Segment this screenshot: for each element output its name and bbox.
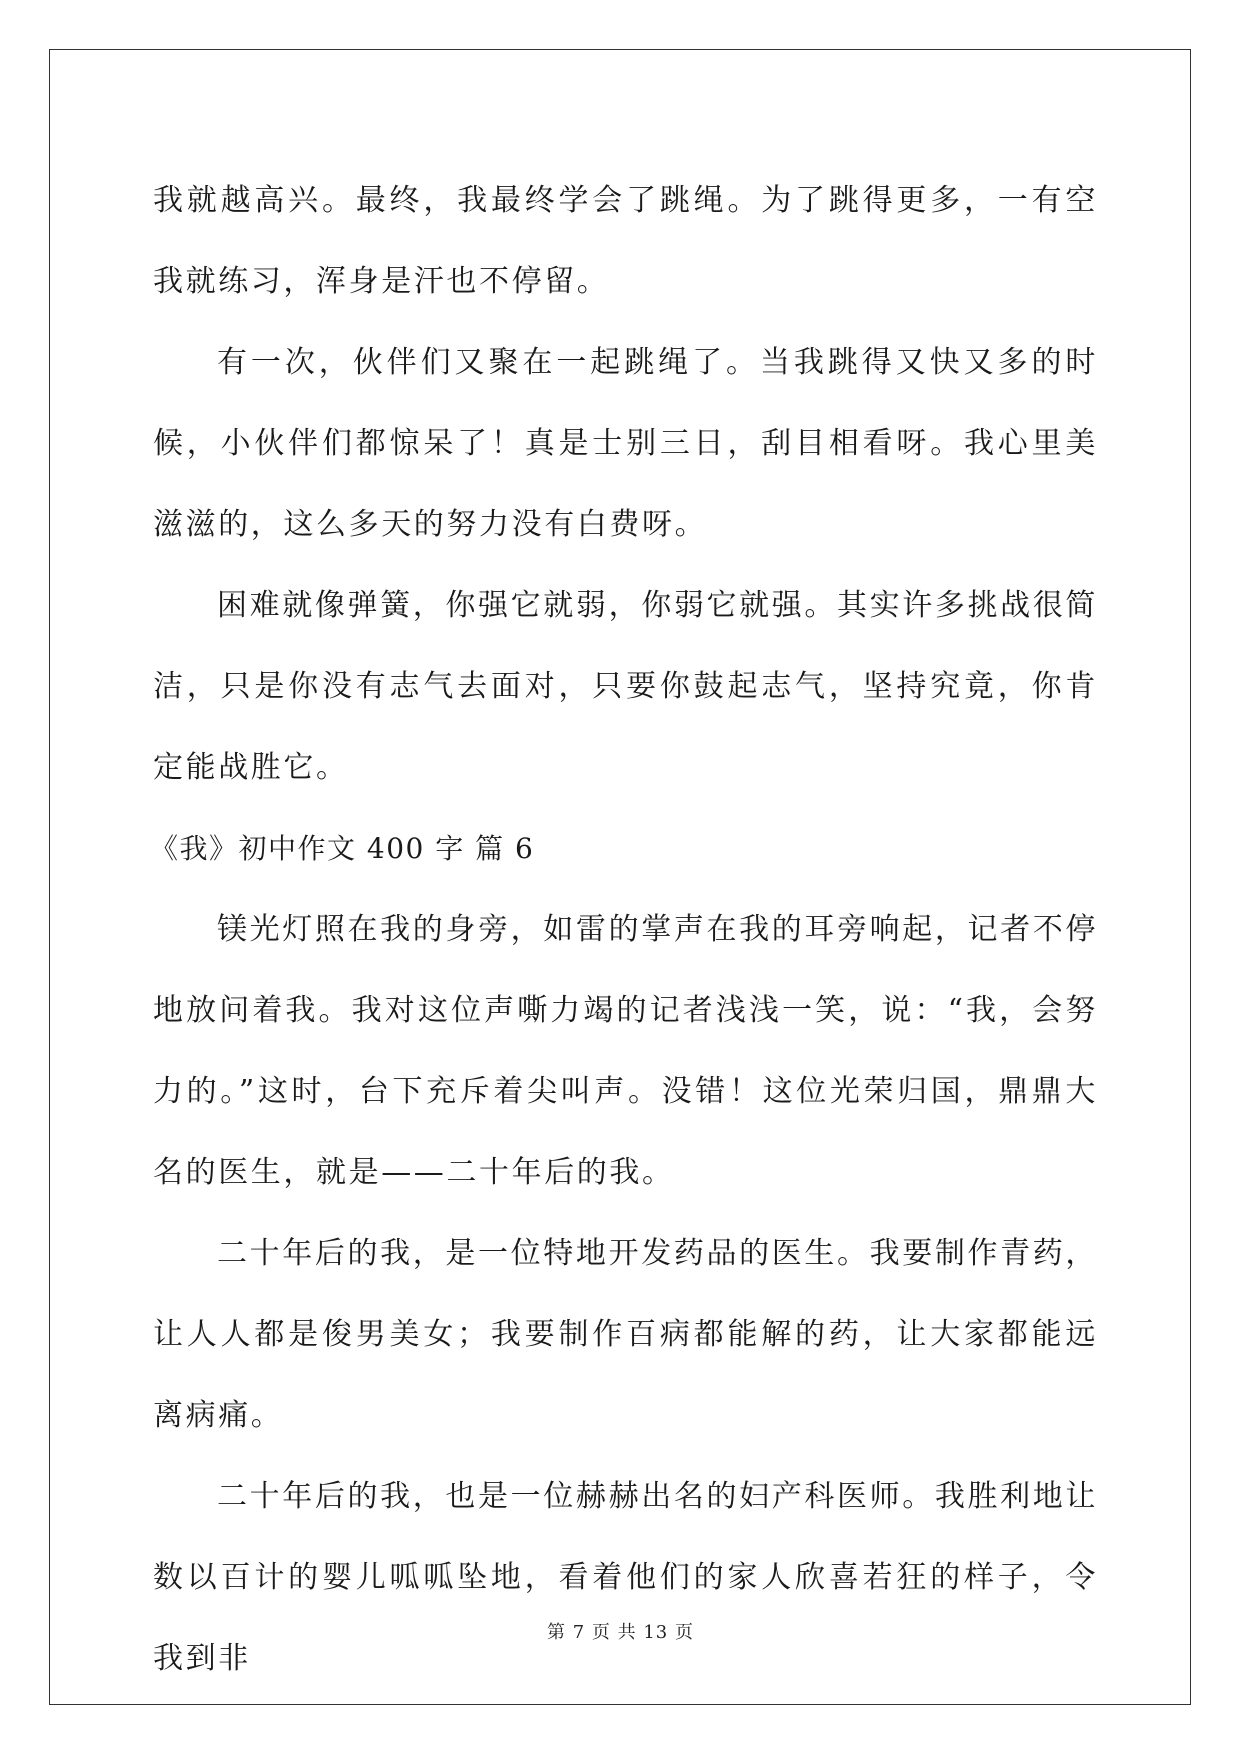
paragraph-1: 我就越高兴。最终，我最终学会了跳绳。为了跳得更多，一有空我就练习，浑身是汗也不停留。 xyxy=(153,183,1098,299)
page-footer: 第 7 页 共 13 页 xyxy=(547,1622,694,1643)
section-heading: 《我》初中作文 400 字 篇 6 xyxy=(150,832,535,865)
paragraph-2: 有一次，伙伴们又聚在一起跳绳了。当我跳得又快又多的时候，小伙伴们都惊呆了！真是士别三日，刮目相看呀。我心里美滋滋的，这么多天的努力没有白费呀。 xyxy=(153,345,1098,542)
section-paragraph-3: 二十年后的我，也是一位赫赫出名的妇产科医师。我胜利地让数以百计的婴儿呱呱坠地，看着他们的家人欣喜若狂的样子，令我到非 xyxy=(153,1479,1098,1676)
section-paragraph-1: 镁光灯照在我的身旁，如雷的掌声在我的耳旁响起，记者不停地放问着我。我对这位声嘶力竭的记者浅浅一笑，说：“我，会努力的。”这时，台下充斥着尖叫声。没错！这位光荣归国，鼎鼎大名的医生，就是——二十年后的我。 xyxy=(153,912,1098,1190)
section-paragraph-2: 二十年后的我，是一位特地开发药品的医生。我要制作青药，让人人都是俊男美女；我要制作百病都能解的药，让大家都能远离病痛。 xyxy=(153,1236,1098,1433)
document-body xyxy=(150,160,1098,1699)
paragraph-3: 困难就像弹簧，你强它就弱，你弱它就强。其实许多挑战很简洁，只是你没有志气去面对，只要你鼓起志气，坚持究竟，你肯定能战胜它。 xyxy=(153,588,1098,785)
